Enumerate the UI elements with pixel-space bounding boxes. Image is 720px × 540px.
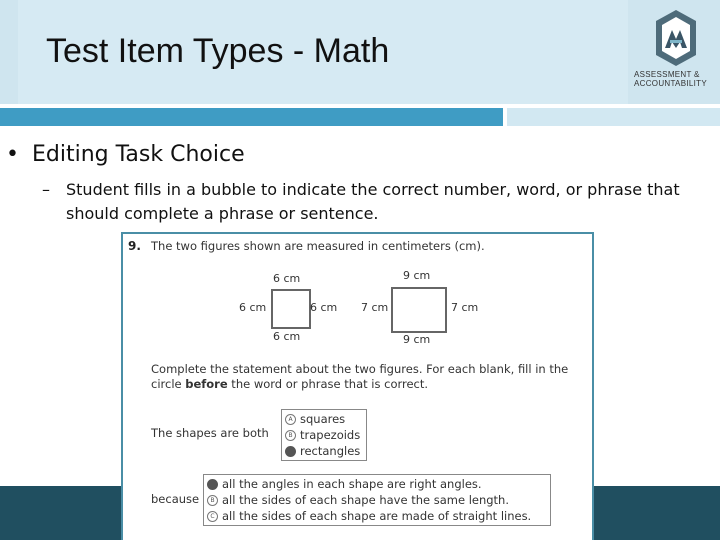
shapes-option[interactable] — [285, 427, 363, 443]
option-text: all the sides of each shape have the same length. — [222, 493, 510, 507]
shapes-label: The shapes are both — [151, 426, 269, 440]
accent-band-light — [507, 108, 720, 126]
logo-text — [634, 70, 720, 88]
dash-icon: – — [42, 180, 50, 199]
bubble-a-icon[interactable]: A — [285, 414, 296, 425]
instruction-pre: Complete the statement about the two figures. For each blank, fill in the circle — [151, 362, 569, 391]
instruction-post: the word or phrase that is correct. — [227, 377, 429, 391]
fig1-right-label: 6 cm — [310, 301, 338, 314]
bubble-b-icon[interactable]: B — [285, 430, 296, 441]
option-text: all the sides of each shape are made of straight lines. — [222, 509, 532, 523]
subbullet — [42, 178, 682, 226]
option-text: all the angles in each shape are right angles. — [222, 477, 482, 491]
slide-title: Test Item Types - Math — [46, 32, 390, 70]
figure-rectangle — [391, 287, 447, 333]
fig2-left-label: 7 cm — [361, 301, 389, 314]
fig2-top-label: 9 cm — [403, 269, 431, 282]
bubble-c-icon[interactable]: C — [207, 511, 218, 522]
shapes-option[interactable] — [285, 411, 363, 427]
because-option[interactable] — [207, 492, 547, 508]
shapes-choice-box — [281, 409, 367, 461]
logo-hexagon-inner — [662, 17, 690, 59]
bullet-dot-icon: • — [6, 142, 19, 167]
test-item-image — [121, 232, 594, 540]
shapes-option[interactable] — [285, 443, 363, 459]
subbullet-text: Student fills in a bubble to indicate the correct number, word, or phrase that should complete a phrase or sentence. — [66, 180, 680, 223]
option-text: rectangles — [300, 444, 361, 458]
item-question: The two figures shown are measured in centimeters (cm). — [151, 239, 485, 253]
because-label: because — [151, 492, 200, 506]
option-text: trapezoids — [300, 428, 361, 442]
item-number: 9. — [128, 239, 141, 253]
accent-band-dark — [0, 108, 503, 126]
fig1-top-label: 6 cm — [273, 272, 301, 285]
fig2-right-label: 7 cm — [451, 301, 479, 314]
figure-square — [271, 289, 311, 329]
instruction-bold: before — [185, 377, 228, 391]
item-instruction — [151, 362, 591, 392]
fig1-left-label: 6 cm — [239, 301, 267, 314]
bubble-a-filled-icon[interactable] — [207, 479, 218, 490]
logo-line-1: ASSESSMENT & — [634, 70, 700, 79]
bubble-c-filled-icon[interactable] — [285, 446, 296, 457]
fig2-bottom-label: 9 cm — [403, 333, 431, 346]
because-option[interactable] — [207, 476, 547, 492]
option-text: squares — [300, 412, 346, 426]
fig1-bottom-label: 6 cm — [273, 330, 301, 343]
bubble-b-icon[interactable]: B — [207, 495, 218, 506]
because-choice-box — [203, 474, 551, 526]
bullet-editing-task — [6, 142, 245, 167]
logo-line-2: ACCOUNTABILITY — [634, 79, 707, 88]
because-option[interactable] — [207, 508, 547, 524]
bullet-text: Editing Task Choice — [32, 142, 245, 167]
